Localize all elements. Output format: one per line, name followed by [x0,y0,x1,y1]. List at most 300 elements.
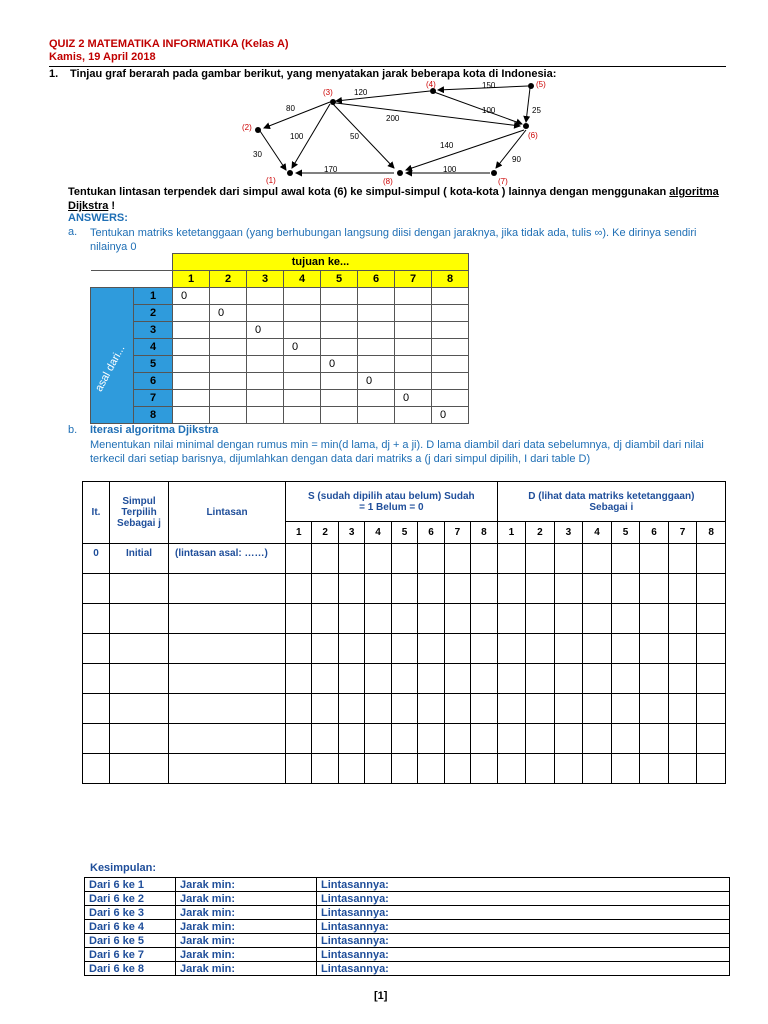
matrix-col-header: 8 [432,271,469,288]
adjacency-matrix [90,253,469,424]
weight-7-8: 100 [443,165,457,174]
kesimpulan-row [85,962,730,976]
node-2 [255,127,261,133]
iteration-cell [110,724,169,754]
iteration-cell [554,634,583,664]
iteration-cell [391,544,417,574]
s-index: 4 [365,522,391,544]
matrix-col-header: 7 [395,271,432,288]
iteration-cell [611,694,640,724]
kesimpulan-lintasan: Lintasannya: [317,892,730,906]
matrix-cell [210,356,247,373]
d-index: 1 [497,522,526,544]
kesimpulan-dari: Dari 6 ke 2 [85,892,176,906]
col-d: D (lihat data matriks ketetanggaan) Sebagai i [497,482,725,522]
iteration-row [83,544,726,574]
iteration-cell [391,574,417,604]
iteration-cell [554,604,583,634]
kesimpulan-jarak: Jarak min: [176,962,317,976]
iteration-cell [526,544,555,574]
iteration-cell [583,604,612,634]
col-lintasan: Lintasan [169,482,286,544]
iteration-cell [391,694,417,724]
iteration-cell [110,634,169,664]
matrix-cell [173,322,210,339]
iteration-cell [471,664,498,694]
matrix-cell [395,356,432,373]
iteration-cell [471,724,498,754]
kesimpulan-jarak: Jarak min: [176,878,317,892]
iteration-cell [697,754,726,784]
col-simpul: Simpul Terpilih Sebagai j [110,482,169,544]
iteration-cell [83,604,110,634]
iteration-cell [418,694,444,724]
iteration-cell [365,574,391,604]
matrix-cell [358,305,395,322]
iteration-cell [83,574,110,604]
kesimpulan-jarak: Jarak min: [176,948,317,962]
part-a-text: Tentukan matriks ketetanggaan (yang berhubungan langsung diisi dengan jaraknya, jika tidak ada, tulis ∞). Ke dirinya sendiri nilainya 0 [90,227,697,253]
d-index: 8 [697,522,726,544]
iteration-cell [418,604,444,634]
s-index: 5 [391,522,417,544]
iteration-cell [497,664,526,694]
iteration-cell [497,574,526,604]
iteration-cell [418,724,444,754]
iteration-cell [365,634,391,664]
matrix-cell [432,373,469,390]
node-label-4: (4) [426,80,436,89]
matrix-cell [321,305,358,322]
matrix-cell: 0 [358,373,395,390]
iteration-cell [83,694,110,724]
kesimpulan-lintasan: Lintasannya: [317,962,730,976]
iteration-cell [554,544,583,574]
weight-3-1: 100 [290,132,304,141]
iteration-cell [444,634,470,664]
matrix-cell [358,356,395,373]
node-6 [523,123,529,129]
edge-2-1 [260,131,286,170]
iteration-cell [668,694,697,724]
weight-4-6: 100 [482,106,496,115]
part-b-label: b. [68,424,78,436]
iteration-cell [583,634,612,664]
iteration-cell [110,754,169,784]
edge-3-2 [264,102,330,128]
row-title: asal dari... [93,343,128,394]
matrix-cell [395,339,432,356]
iteration-cell [697,544,726,574]
matrix-cell: 0 [247,322,284,339]
kesimpulan-table [84,877,730,976]
iteration-cell [444,574,470,604]
kesimpulan-dari: Dari 6 ke 7 [85,948,176,962]
d-index: 5 [611,522,640,544]
iteration-cell [338,754,364,784]
s-index: 6 [418,522,444,544]
kesimpulan-dari: Dari 6 ke 4 [85,920,176,934]
matrix-cell: 0 [432,407,469,424]
matrix-cell [210,373,247,390]
matrix-cell [210,407,247,424]
iteration-cell [110,664,169,694]
matrix-cell [432,356,469,373]
iteration-cell [365,664,391,694]
quiz-date: Kamis, 19 April 2018 [49,51,156,63]
matrix-cell [210,322,247,339]
iteration-cell [697,724,726,754]
iteration-cell [312,754,338,784]
matrix-cell: 0 [284,339,321,356]
iteration-cell [526,724,555,754]
matrix-cell [173,390,210,407]
iteration-cell [583,694,612,724]
iteration-cell [497,544,526,574]
iteration-cell [471,634,498,664]
kesimpulan-row [85,878,730,892]
iteration-cell: Initial [110,544,169,574]
weight-2-1: 30 [253,150,262,159]
kesimpulan-jarak: Jarak min: [176,920,317,934]
iteration-cell [526,694,555,724]
iteration-cell [668,724,697,754]
col-s: S (sudah dipilih atau belum) Sudah = 1 Belum = 0 [286,482,498,522]
iteration-cell [611,724,640,754]
iteration-cell [444,754,470,784]
iteration-cell [418,754,444,784]
matrix-cell [284,373,321,390]
iteration-cell [444,604,470,634]
iteration-cell [338,604,364,634]
kesimpulan-row [85,892,730,906]
weight-5-4: 150 [482,81,496,90]
iteration-cell [83,754,110,784]
matrix-cell [321,322,358,339]
edge-4-3 [336,91,430,101]
iteration-row [83,604,726,634]
iteration-cell [338,724,364,754]
matrix-cell: 0 [321,356,358,373]
iteration-cell [668,574,697,604]
iteration-cell [640,694,669,724]
matrix-cell: 0 [210,305,247,322]
col-title: tujuan ke... [173,254,469,271]
matrix-col-header: 4 [284,271,321,288]
matrix-cell [247,339,284,356]
edge-6-8 [406,130,524,170]
iteration-cell [668,634,697,664]
iteration-cell [286,664,312,694]
iteration-cell [418,664,444,694]
iteration-cell [110,604,169,634]
matrix-col-header: 6 [358,271,395,288]
iteration-cell [365,694,391,724]
iteration-cell [526,574,555,604]
iteration-cell [286,574,312,604]
matrix-row-header: 8 [134,407,173,424]
d-index: 2 [526,522,555,544]
iteration-cell [312,634,338,664]
iteration-cell [110,694,169,724]
kesimpulan-row [85,920,730,934]
matrix-cell [210,288,247,305]
iteration-cell [391,634,417,664]
iteration-cell [83,724,110,754]
matrix-cell [358,288,395,305]
matrix-row-header: 1 [134,288,173,305]
node-5 [528,83,534,89]
kesimpulan-jarak: Jarak min: [176,906,317,920]
quiz-title: QUIZ 2 MATEMATIKA INFORMATIKA (Kelas A) [49,38,289,50]
matrix-cell [321,339,358,356]
iteration-cell [640,664,669,694]
matrix-cell [321,288,358,305]
iteration-cell [169,634,286,664]
node-label-2: (2) [242,123,252,132]
iteration-cell [611,574,640,604]
node-1 [287,170,293,176]
iteration-cell [697,574,726,604]
iteration-cell [418,544,444,574]
matrix-cell [247,407,284,424]
matrix-cell [432,305,469,322]
matrix-cell [395,305,432,322]
matrix-cell [432,339,469,356]
row-title-cell [91,288,134,424]
matrix-cell [247,356,284,373]
matrix-cell [395,288,432,305]
iteration-cell [497,754,526,784]
iteration-cell [526,604,555,634]
iteration-table [82,481,726,784]
iteration-cell [338,634,364,664]
iteration-cell [668,754,697,784]
answers-label: ANSWERS: [68,212,128,224]
iteration-cell [286,544,312,574]
iteration-cell [697,604,726,634]
iteration-cell [169,694,286,724]
iteration-cell [497,694,526,724]
iteration-cell [583,664,612,694]
iteration-cell [286,754,312,784]
matrix-cell [210,390,247,407]
iteration-cell [418,634,444,664]
edge-5-6 [526,88,530,122]
iteration-cell [697,694,726,724]
iteration-cell [312,664,338,694]
kesimpulan-jarak: Jarak min: [176,934,317,948]
matrix-row-header: 3 [134,322,173,339]
part-b-text: Menentukan nilai minimal dengan rumus min = min(d lama, dj + a ji). D lama diambil dari data sebelumnya, dj diambil dari nilai terkecil dari setiap barisnya, dijumlahkan dengan data dari matriks a (j dari simpul dipilih, I dari table D) [90,439,704,465]
node-label-7: (7) [498,177,508,186]
iteration-cell [554,574,583,604]
iteration-cell [365,724,391,754]
matrix-cell [247,288,284,305]
iteration-cell [640,574,669,604]
edge-6-7 [496,130,526,168]
matrix-cell [173,373,210,390]
iteration-cell: (lintasan asal: ……) [169,544,286,574]
matrix-col-header: 1 [173,271,210,288]
iteration-cell [338,694,364,724]
matrix-cell [321,407,358,424]
matrix-col-header: 2 [210,271,247,288]
iteration-cell [611,634,640,664]
matrix-col-header: 5 [321,271,358,288]
kesimpulan-lintasan: Lintasannya: [317,878,730,892]
iteration-cell [83,664,110,694]
iteration-cell [526,634,555,664]
node-label-3: (3) [323,88,333,97]
iteration-cell [418,574,444,604]
matrix-cell [395,373,432,390]
iteration-cell [471,754,498,784]
task-text: Tentukan lintasan terpendek dari simpul awal kota (6) ke simpul-simpul ( kota-kota ) lainnya dengan menggunakan algoritma Dijkstra ! [68,186,719,212]
part-b-title: Iterasi algoritma Djikstra [90,424,219,436]
matrix-cell [284,390,321,407]
matrix-cell [284,322,321,339]
iteration-cell [312,694,338,724]
kesimpulan-dari: Dari 6 ke 8 [85,962,176,976]
iteration-cell [697,664,726,694]
weight-3-6: 200 [386,114,400,123]
iteration-cell [286,694,312,724]
matrix-cell [247,305,284,322]
iteration-cell [497,724,526,754]
iteration-cell [611,664,640,694]
iteration-cell [526,754,555,784]
matrix-col-header: 3 [247,271,284,288]
iteration-cell [583,724,612,754]
iteration-cell [583,544,612,574]
iteration-row [83,754,726,784]
iteration-cell [338,574,364,604]
iteration-cell [471,604,498,634]
iteration-cell [471,544,498,574]
kesimpulan-row [85,906,730,920]
kesimpulan-lintasan: Lintasannya: [317,920,730,934]
kesimpulan-dari: Dari 6 ke 5 [85,934,176,948]
d-index: 6 [640,522,669,544]
matrix-row-header: 6 [134,373,173,390]
node-8 [397,170,403,176]
iteration-cell [583,754,612,784]
iteration-cell [169,574,286,604]
iteration-cell [640,754,669,784]
matrix-cell [284,288,321,305]
kesimpulan-title: Kesimpulan: [90,862,157,874]
iteration-cell [169,724,286,754]
matrix-cell [321,390,358,407]
iteration-cell [312,604,338,634]
weight-6-8: 140 [440,141,454,150]
iteration-cell [110,574,169,604]
iteration-cell [668,604,697,634]
page-number: [1] [374,990,388,1002]
iteration-cell [312,574,338,604]
iteration-cell [497,634,526,664]
iteration-cell [338,544,364,574]
iteration-cell [583,574,612,604]
question-number: 1. [49,68,59,80]
iteration-row [83,574,726,604]
iteration-cell [554,694,583,724]
iteration-cell [169,664,286,694]
iteration-cell [338,664,364,694]
iteration-cell [668,664,697,694]
matrix-row-header: 7 [134,390,173,407]
node-label-6: (6) [528,131,538,140]
matrix-row-header: 5 [134,356,173,373]
algorithm-name: algoritma Dijkstra [68,186,719,212]
matrix-cell [321,373,358,390]
matrix-cell [210,339,247,356]
matrix-row-header: 2 [134,305,173,322]
weight-4-3: 120 [354,88,368,97]
iteration-cell [444,544,470,574]
matrix-cell [284,305,321,322]
node-3 [330,99,336,105]
matrix-cell [173,407,210,424]
s-index: 3 [338,522,364,544]
iteration-cell [286,634,312,664]
matrix-cell: 0 [395,390,432,407]
s-index: 8 [471,522,498,544]
iteration-cell [391,724,417,754]
iteration-cell [526,664,555,694]
weight-3-8: 50 [350,132,359,141]
kesimpulan-dari: Dari 6 ke 3 [85,906,176,920]
kesimpulan-row [85,948,730,962]
iteration-cell [391,754,417,784]
iteration-cell [444,694,470,724]
matrix-cell [284,356,321,373]
matrix-cell [358,339,395,356]
s-index: 1 [286,522,312,544]
iteration-cell [554,754,583,784]
iteration-cell [169,604,286,634]
matrix-cell [358,390,395,407]
iteration-cell [391,604,417,634]
matrix-cell [395,322,432,339]
iteration-cell [640,634,669,664]
iteration-cell [312,544,338,574]
matrix-cell: 0 [173,288,210,305]
iteration-cell [640,604,669,634]
kesimpulan-lintasan: Lintasannya: [317,948,730,962]
directed-graph [230,78,560,186]
kesimpulan-dari: Dari 6 ke 1 [85,878,176,892]
matrix-cell [247,390,284,407]
weight-6-7: 90 [512,155,521,164]
question-text: Tinjau graf berarah pada gambar berikut, yang menyatakan jarak beberapa kota di Indonesia: [70,68,557,80]
iteration-cell [554,724,583,754]
kesimpulan-lintasan: Lintasannya: [317,906,730,920]
iteration-row [83,634,726,664]
iteration-cell [611,604,640,634]
iteration-cell [444,664,470,694]
matrix-cell [358,407,395,424]
matrix-cell [173,339,210,356]
matrix-cell [395,407,432,424]
weight-3-2: 80 [286,104,295,113]
kesimpulan-lintasan: Lintasannya: [317,934,730,948]
kesimpulan-row [85,934,730,948]
matrix-cell [432,390,469,407]
iteration-cell [312,724,338,754]
iteration-cell [640,544,669,574]
